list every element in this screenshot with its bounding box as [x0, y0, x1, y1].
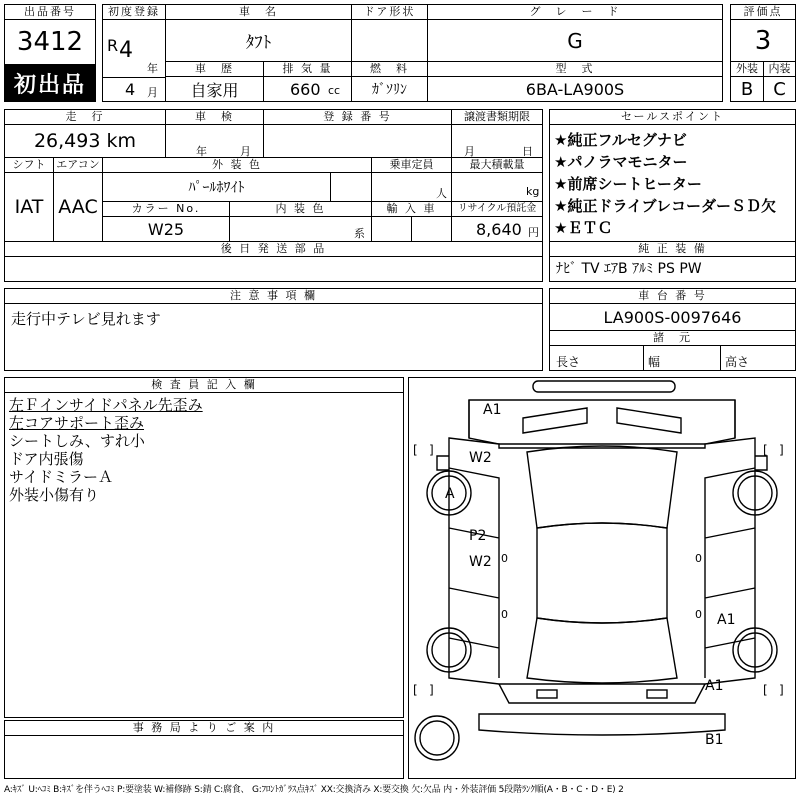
shift-label: シフト	[4, 157, 54, 173]
fuel-label: 燃 料	[351, 61, 428, 77]
reg-year: 4	[119, 38, 133, 63]
inspector-note: シートしみ、すれ小	[9, 432, 145, 450]
int-color-cell	[229, 216, 372, 242]
shift-value: IAT	[4, 172, 54, 242]
width-label: 幅	[643, 345, 721, 371]
int-color-label: 内 装 色	[229, 201, 372, 217]
era-label: R	[107, 36, 119, 55]
reg-no-label: 登 録 番 号	[263, 109, 452, 125]
inspection-cell	[165, 124, 264, 158]
mark-rear-right: A1	[705, 678, 724, 694]
mileage-label: 走 行	[4, 109, 166, 125]
car-diagram	[409, 378, 795, 778]
sales-point: ★純正ドライブレコーダーＳＤ欠	[554, 197, 776, 215]
first-reg-month-cell	[102, 77, 166, 102]
bracket-r2c: ]	[779, 683, 784, 697]
inspector-notes	[4, 392, 404, 718]
capacity-label: 乗車定員	[371, 157, 452, 173]
person-unit: 人	[436, 187, 447, 200]
car-name-label: 車 名	[165, 4, 352, 20]
spare-wheel	[420, 721, 454, 755]
deadline-month-unit: 月	[464, 145, 475, 158]
displacement-cell	[263, 76, 352, 102]
yen-unit: 円	[528, 226, 539, 239]
sales-point: ★パノラマモニター	[554, 153, 688, 171]
history-value: 自家用	[165, 76, 264, 102]
import-cell-2	[411, 216, 452, 242]
ext-color-extra	[330, 172, 372, 202]
mileage-value: 26,493 km	[4, 124, 166, 158]
mark-rear-bumper: B1	[705, 732, 724, 748]
mark-front-left: A1	[483, 402, 502, 418]
car-name-value: ﾀﾌﾄ	[165, 19, 352, 62]
car-diagram-frame	[408, 377, 796, 779]
first-listing-badge: 初出品	[4, 64, 96, 102]
legend: A:ｷｽﾞ U:ﾍｺﾐ B:ｷｽﾞを伴うﾍｺﾐ P:要塗装 W:補修跡 S:錆 C:腐食、 G:ﾌﾛﾝﾄｶﾞﾗｽ点ｷｽﾞ XX:交換済み X:要交換 欠:欠品 内・外装評価 5段階ﾗﾝｸ順(A・B・C・D・E) 2	[4, 785, 624, 795]
ext-color-value: ﾊﾟｰﾙﾎﾜｲﾄ	[102, 172, 331, 202]
caution-label: 注 意 事 項 欄	[4, 288, 543, 304]
year-unit: 年	[147, 62, 158, 75]
import-cell-1	[371, 216, 412, 242]
office-label: 事 務 局 よ り ご 案 内	[4, 720, 404, 736]
transfer-deadline-label: 譲渡書類期限	[451, 109, 543, 125]
headlight-shape	[523, 408, 681, 433]
first-reg-label: 初度登録	[102, 4, 166, 20]
displacement-value: 660	[290, 80, 321, 99]
recycle-value: 8,640	[476, 220, 522, 239]
insp-year-unit: 年	[196, 145, 207, 158]
rear-bumper-shape	[479, 714, 725, 735]
lot-no-label: 出品番号	[4, 4, 96, 20]
aircon-value: AAC	[53, 172, 103, 242]
bracket-l2c: ]	[429, 683, 434, 697]
chassis-no-label: 車 台 番 号	[549, 288, 796, 304]
interior-grade: C	[763, 76, 796, 102]
transfer-deadline-cell	[451, 124, 543, 158]
door-value	[351, 19, 428, 62]
history-label: 車 歴	[165, 61, 264, 77]
mark-left-front-wheel: A	[445, 486, 455, 502]
max-load-cell	[451, 172, 543, 202]
inspector-note: 左Ｆインサイドパネル先歪み	[9, 396, 203, 414]
cc-unit: cc	[328, 84, 341, 97]
genuine-equipment-value: ﾅﾋﾞ TV ｴｱB ｱﾙﾐ PS PW	[549, 256, 796, 282]
color-no-label: カラー No.	[102, 201, 230, 217]
first-reg-year-cell	[102, 19, 166, 78]
front-bumper-shape	[533, 381, 675, 392]
hood-shape	[469, 400, 735, 444]
grade-value: G	[427, 19, 723, 62]
sales-point: ★ＥＴＣ	[554, 219, 613, 237]
interior-label: 内装	[763, 61, 796, 77]
zero-mark: 0	[501, 608, 508, 621]
color-no-value: W25	[102, 216, 230, 242]
exterior-label: 外装	[730, 61, 764, 77]
rear-window-shape	[527, 618, 677, 683]
sales-point: ★前席シートヒーター	[554, 175, 702, 193]
import-label: 輸 入 車	[371, 201, 452, 217]
lot-no-value: 3412	[4, 19, 96, 65]
exterior-grade: B	[730, 76, 764, 102]
genuine-equipment-label: 純 正 装 備	[549, 241, 796, 257]
specs-label: 諸 元	[549, 330, 796, 346]
grade-label: グ レ ー ド	[427, 4, 723, 20]
chassis-no-value: LA900S-0097646	[549, 303, 796, 331]
mark-left-front-area: W2	[469, 450, 492, 466]
zero-mark: 0	[501, 552, 508, 565]
mark-left-rear-door-2: W2	[469, 554, 492, 570]
mark-right-rear-panel: A1	[717, 612, 736, 628]
recycle-cell	[451, 216, 543, 242]
later-parts-label: 後 日 発 送 部 品	[4, 241, 543, 257]
later-parts-value	[4, 256, 543, 282]
kg-unit: kg	[526, 185, 540, 198]
bracket-r1: [	[763, 443, 768, 457]
sales-points-label: セールスポイント	[549, 109, 796, 125]
bracket-l2: [	[413, 683, 418, 697]
month-unit: 月	[147, 86, 158, 99]
model-code-label: 型 式	[427, 61, 723, 77]
inspector-note: 左コアサポート歪み	[9, 414, 145, 432]
caution-value: 走行中テレビ見れます	[4, 303, 543, 371]
ext-color-label: 外 装 色	[102, 157, 372, 173]
deadline-day-unit: 日	[522, 145, 533, 158]
sales-point: ★純正フルセグナビ	[554, 131, 687, 149]
sales-points-list	[549, 124, 796, 242]
max-load-label: 最大積載量	[451, 157, 543, 173]
zero-mark: 0	[695, 608, 702, 621]
zero-mark: 0	[695, 552, 702, 565]
bracket-r1c: ]	[779, 443, 784, 457]
height-label: 高さ	[720, 345, 796, 371]
aircon-label: エアコン	[53, 157, 103, 173]
office-value	[4, 735, 404, 779]
inspector-note: ドア内張傷	[9, 450, 84, 468]
capacity-cell	[371, 172, 452, 202]
series-unit: 系	[354, 227, 365, 240]
inspector-label: 検 査 員 記 入 欄	[4, 377, 404, 393]
inspection-label: 車 検	[165, 109, 264, 125]
fuel-value: ｶﾞｿﾘﾝ	[351, 76, 428, 102]
windshield-shape	[527, 446, 677, 528]
bracket-l1: [	[413, 443, 418, 457]
model-code-value: 6BA-LA900S	[427, 76, 723, 102]
reg-month: 4	[125, 80, 136, 99]
displacement-label: 排 気 量	[263, 61, 352, 77]
door-label: ドア形状	[351, 4, 428, 20]
roof-shape	[537, 523, 667, 623]
score-value: 3	[730, 19, 796, 62]
inspector-note: サイドミラーＡ	[9, 468, 113, 486]
inspector-note: 外装小傷有り	[9, 486, 100, 504]
insp-month-unit: 月	[240, 145, 251, 158]
length-label: 長さ	[549, 345, 644, 371]
mark-left-rear-door-1: P2	[469, 528, 487, 544]
reg-no-value	[263, 124, 452, 158]
bracket-l1c: ]	[429, 443, 434, 457]
bracket-r2: [	[763, 683, 768, 697]
score-label: 評価点	[730, 4, 796, 20]
recycle-label: リサイクル預託金	[451, 201, 543, 217]
